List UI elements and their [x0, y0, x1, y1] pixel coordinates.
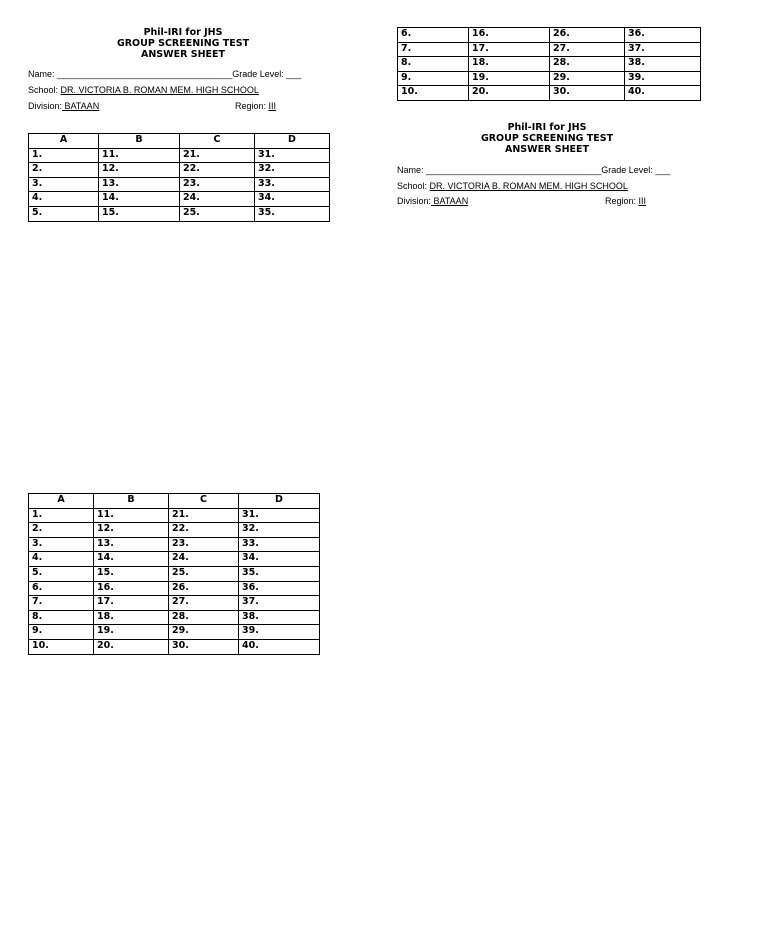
answer-cell[interactable]: 9.: [398, 71, 469, 86]
column-header-c: C: [169, 494, 239, 509]
table-row: [29, 192, 330, 207]
title-line-3: ANSWER SHEET: [141, 49, 225, 60]
answer-cell[interactable]: 22.: [180, 163, 255, 178]
answer-table-bottom: [28, 493, 320, 655]
answer-cell[interactable]: 39.: [625, 71, 701, 86]
answer-cell[interactable]: 12.: [94, 523, 169, 538]
column-header-a: A: [29, 134, 99, 149]
answer-cell[interactable]: 30.: [550, 86, 625, 101]
column-header-d: D: [239, 494, 320, 509]
table-header-row: [29, 494, 320, 509]
answer-cell[interactable]: 37.: [625, 42, 701, 57]
table-row: [29, 596, 320, 611]
answer-cell[interactable]: 40.: [625, 86, 701, 101]
region-label: Region:: [235, 101, 269, 111]
answer-cell[interactable]: 3.: [29, 177, 99, 192]
answer-cell[interactable]: 25.: [180, 206, 255, 221]
answer-cell[interactable]: 16.: [469, 28, 550, 43]
name-line-right: [397, 165, 670, 175]
table-row: [398, 86, 701, 101]
table-row: [398, 28, 701, 43]
name-label: Name:: [397, 165, 427, 175]
region-value: III: [638, 196, 647, 206]
column-header-a: A: [29, 494, 94, 509]
division-label: Division:: [397, 196, 432, 206]
answer-cell[interactable]: 2.: [29, 523, 94, 538]
title-block-right: [397, 122, 697, 155]
answer-cell[interactable]: 18.: [94, 610, 169, 625]
table-row: [29, 639, 320, 654]
answer-cell[interactable]: 33.: [255, 177, 330, 192]
answer-cell[interactable]: 15.: [94, 566, 169, 581]
answer-cell[interactable]: 7.: [29, 596, 94, 611]
table-row: [29, 177, 330, 192]
answer-cell[interactable]: 21.: [169, 508, 239, 523]
answer-cell[interactable]: 36.: [625, 28, 701, 43]
school-line-right: [397, 181, 628, 191]
answer-cell[interactable]: 11.: [94, 508, 169, 523]
answer-cell[interactable]: 14.: [94, 552, 169, 567]
school-line-left: [28, 85, 259, 95]
answer-cell[interactable]: 11.: [99, 148, 180, 163]
answer-cell[interactable]: 16.: [94, 581, 169, 596]
answer-table-top-left: [28, 133, 330, 222]
division-line-left: [28, 101, 99, 111]
answer-cell[interactable]: 4.: [29, 192, 99, 207]
region-value: III: [268, 101, 277, 111]
answer-cell[interactable]: 8.: [398, 57, 469, 72]
answer-cell[interactable]: 38.: [625, 57, 701, 72]
answer-cell[interactable]: 26.: [169, 581, 239, 596]
answer-cell[interactable]: 29.: [169, 625, 239, 640]
school-label: School:: [397, 181, 430, 191]
answer-cell[interactable]: 28.: [169, 610, 239, 625]
table-row: [398, 57, 701, 72]
region-line-left: [235, 101, 276, 111]
title-line-1: Phil-IRI for JHS: [507, 122, 587, 133]
grade-blank: ___: [286, 69, 302, 79]
name-blank: ___________________________________: [426, 165, 602, 175]
answer-cell[interactable]: 14.: [99, 192, 180, 207]
table-row: [29, 537, 320, 552]
answer-cell[interactable]: 21.: [180, 148, 255, 163]
title-line-3: ANSWER SHEET: [505, 144, 589, 155]
answer-cell[interactable]: 17.: [94, 596, 169, 611]
answer-cell[interactable]: 20.: [469, 86, 550, 101]
answer-cell[interactable]: 6.: [29, 581, 94, 596]
answer-cell[interactable]: 36.: [239, 581, 320, 596]
answer-cell[interactable]: 17.: [469, 42, 550, 57]
answer-cell[interactable]: 37.: [239, 596, 320, 611]
table-row: [29, 148, 330, 163]
answer-cell[interactable]: 19.: [469, 71, 550, 86]
answer-cell[interactable]: 23.: [180, 177, 255, 192]
answer-cell[interactable]: 33.: [239, 537, 320, 552]
title-line-2: GROUP SCREENING TEST: [480, 133, 614, 144]
answer-cell[interactable]: 4.: [29, 552, 94, 567]
answer-cell[interactable]: 8.: [29, 610, 94, 625]
name-blank: ___________________________________: [57, 69, 233, 79]
table-header-row: [29, 134, 330, 149]
answer-cell[interactable]: 31.: [255, 148, 330, 163]
column-header-d: D: [255, 134, 330, 149]
answer-cell[interactable]: 10.: [29, 639, 94, 654]
column-header-b: B: [94, 494, 169, 509]
answer-cell[interactable]: 5.: [29, 206, 99, 221]
answer-cell[interactable]: 9.: [29, 625, 94, 640]
answer-cell[interactable]: 30.: [169, 639, 239, 654]
answer-cell[interactable]: 13.: [94, 537, 169, 552]
grade-label: Grade Level:: [232, 69, 287, 79]
answer-cell[interactable]: 28.: [550, 57, 625, 72]
name-line-left: [28, 69, 301, 79]
answer-cell[interactable]: 6.: [398, 28, 469, 43]
division-label: Division:: [28, 101, 63, 111]
division-line-right: [397, 196, 468, 206]
answer-cell[interactable]: 25.: [169, 566, 239, 581]
answer-cell[interactable]: 34.: [255, 192, 330, 207]
table-row: [29, 610, 320, 625]
answer-cell[interactable]: 39.: [239, 625, 320, 640]
answer-cell[interactable]: 38.: [239, 610, 320, 625]
table-row: [29, 523, 320, 538]
answer-cell[interactable]: 7.: [398, 42, 469, 57]
answer-cell[interactable]: 2.: [29, 163, 99, 178]
answer-cell[interactable]: 27.: [169, 596, 239, 611]
name-label: Name:: [28, 69, 58, 79]
column-header-b: B: [99, 134, 180, 149]
answer-cell[interactable]: 26.: [550, 28, 625, 43]
table-row: [29, 552, 320, 567]
answer-cell[interactable]: 24.: [169, 552, 239, 567]
division-value: BATAAN: [431, 196, 469, 206]
answer-cell[interactable]: 35.: [239, 566, 320, 581]
answer-cell[interactable]: 32.: [255, 163, 330, 178]
school-value: DR. VICTORIA B. ROMAN MEM. HIGH SCHOOL: [429, 181, 628, 191]
answer-cell[interactable]: 29.: [550, 71, 625, 86]
answer-cell[interactable]: 35.: [255, 206, 330, 221]
answer-cell[interactable]: 31.: [239, 508, 320, 523]
answer-cell[interactable]: 10.: [398, 86, 469, 101]
region-label: Region:: [605, 196, 639, 206]
answer-cell[interactable]: 13.: [99, 177, 180, 192]
answer-cell[interactable]: 12.: [99, 163, 180, 178]
answer-cell[interactable]: 24.: [180, 192, 255, 207]
region-line-right: [605, 196, 646, 206]
answer-cell[interactable]: 22.: [169, 523, 239, 538]
answer-cell[interactable]: 1.: [29, 508, 94, 523]
table-row: [398, 42, 701, 57]
grade-label: Grade Level:: [601, 165, 656, 175]
table-row: [398, 71, 701, 86]
answer-cell[interactable]: 32.: [239, 523, 320, 538]
division-value: BATAAN: [62, 101, 100, 111]
school-label: School:: [28, 85, 61, 95]
title-line-2: GROUP SCREENING TEST: [116, 38, 250, 49]
column-header-c: C: [180, 134, 255, 149]
title-block-left: [28, 27, 338, 60]
answer-cell[interactable]: 15.: [99, 206, 180, 221]
answer-cell[interactable]: 23.: [169, 537, 239, 552]
table-row: [29, 163, 330, 178]
answer-cell[interactable]: 19.: [94, 625, 169, 640]
answer-cell[interactable]: 27.: [550, 42, 625, 57]
table-row: [29, 508, 320, 523]
answer-cell[interactable]: 1.: [29, 148, 99, 163]
answer-cell[interactable]: 34.: [239, 552, 320, 567]
answer-cell[interactable]: 3.: [29, 537, 94, 552]
school-value: DR. VICTORIA B. ROMAN MEM. HIGH SCHOOL: [60, 85, 259, 95]
table-row: [29, 566, 320, 581]
title-line-1: Phil-IRI for JHS: [143, 27, 223, 38]
answer-cell[interactable]: 20.: [94, 639, 169, 654]
answer-cell[interactable]: 40.: [239, 639, 320, 654]
table-row: [29, 581, 320, 596]
answer-cell[interactable]: 5.: [29, 566, 94, 581]
grade-blank: ___: [655, 165, 671, 175]
table-row: [29, 206, 330, 221]
answer-cell[interactable]: 18.: [469, 57, 550, 72]
answer-table-top-right: [397, 27, 701, 101]
table-row: [29, 625, 320, 640]
